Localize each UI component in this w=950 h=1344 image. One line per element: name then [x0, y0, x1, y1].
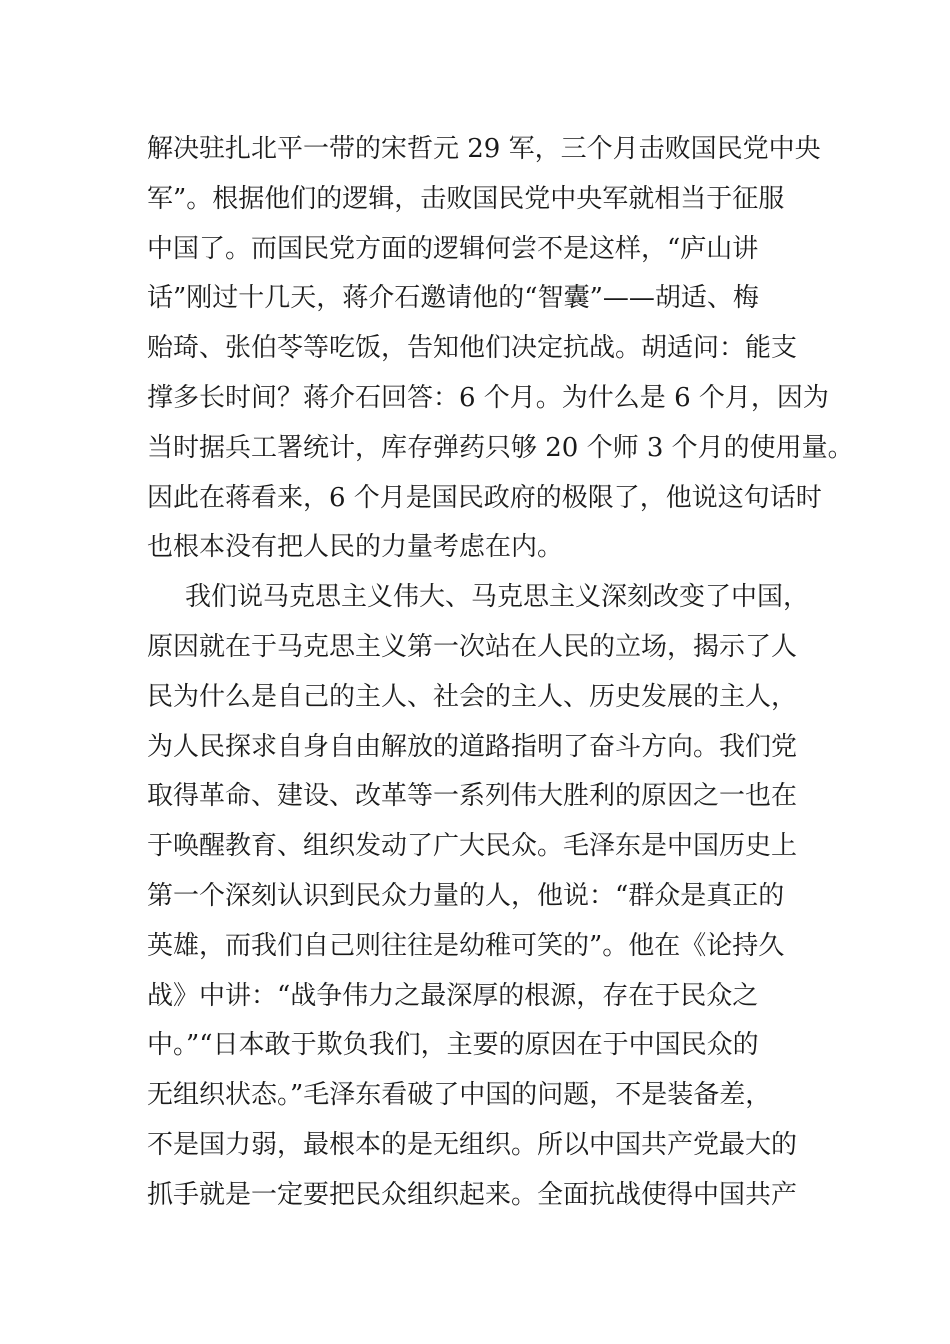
text-line: 中。”“日本敢于欺负我们，主要的原因在于中国民众的 — [147, 1030, 759, 1061]
text-line: 民为什么是自己的主人、社会的主人、历史发展的主人， — [147, 681, 798, 712]
text-line: 军”。根据他们的逻辑，击败国民党中央军就相当于征服 — [147, 183, 785, 214]
text-line: 中国了。而国民党方面的逻辑何尝不是这样，“庐山讲 — [147, 233, 759, 264]
text-line: 贻琦、张伯苓等吃饭，告知他们决定抗战。胡适问：能支 — [147, 333, 798, 364]
text-line: 于唤醒教育、组织发动了广大民众。毛泽东是中国历史上 — [147, 831, 798, 862]
text-line: 取得革命、建设、改革等一系列伟大胜利的原因之一也在 — [147, 781, 798, 812]
text-line: 英雄，而我们自己则往往是幼稚可笑的”。他在《论持久 — [147, 930, 785, 961]
text-line: 解决驻扎北平一带的宋哲元 29 军，三个月击败国民党中央 — [147, 134, 821, 164]
text-line: 原因就在于马克思主义第一次站在人民的立场，揭示了人 — [147, 631, 798, 662]
text-line: 第一个深刻认识到民众力量的人，他说：“群众是真正的 — [147, 880, 785, 911]
text-line: 话”刚过十几天，蒋介石邀请他的“智囊”——胡适、梅 — [147, 283, 759, 314]
paragraph-2 — [147, 573, 827, 1220]
text-line: 当时据兵工署统计，库存弹药只够 20 个师 3 个月的使用量。 — [147, 432, 854, 463]
body-text — [147, 125, 854, 1221]
text-line: 不是国力弱，最根本的是无组织。所以中国共产党最大的 — [147, 1129, 798, 1160]
text-line: 撑多长时间？蒋介石回答：6 个月。为什么是 6 个月，因为 — [147, 382, 829, 413]
text-line: 战》中讲：“战争伟力之最深厚的根源，存在于民众之 — [147, 980, 759, 1011]
text-line-indented: 我们说马克思主义伟大、马克思主义深刻改变了中国， — [185, 582, 810, 613]
text-line: 为人民探求自身自由解放的道路指明了奋斗方向。我们党 — [147, 731, 798, 762]
paragraph-1 — [147, 125, 854, 573]
text-line: 抓手就是一定要把民众组织起来。全面抗战使得中国共产 — [147, 1179, 798, 1210]
text-line: 因此在蒋看来，6 个月是国民政府的极限了，他说这句话时 — [147, 482, 822, 513]
text-line: 无组织状态。”毛泽东看破了中国的问题，不是装备差， — [147, 1080, 772, 1111]
text-line: 也根本没有把人民的力量考虑在内。 — [147, 532, 564, 563]
